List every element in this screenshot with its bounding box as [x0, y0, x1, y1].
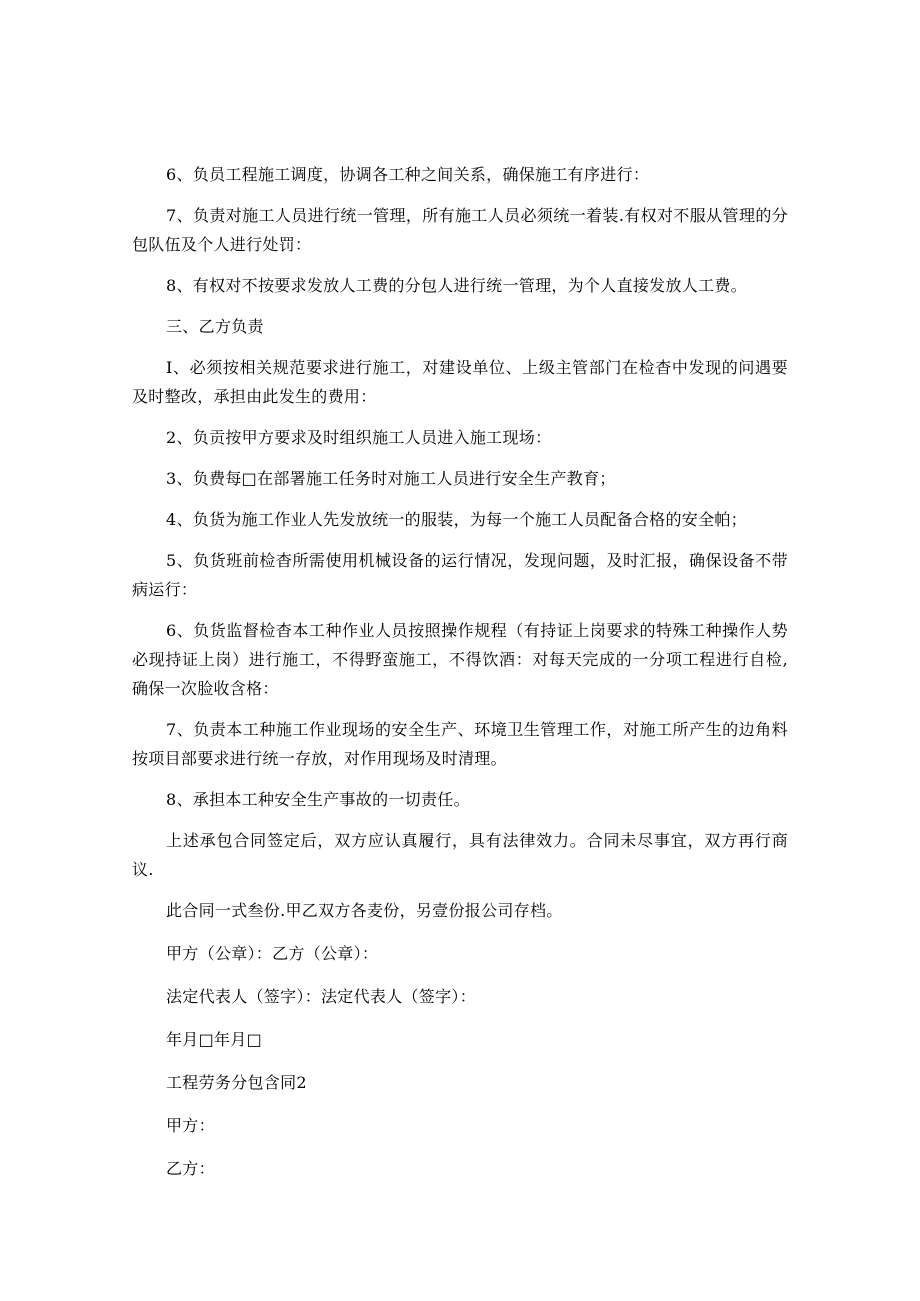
paragraph-party-b-duty-1: I、必须按相关规范要求进行施工，对建设单位、上级主管部门在检杳中发现的问遇要及时整改，承担由此发生的费用：: [132, 358, 788, 406]
paragraph-party-b-duty-4: 4、负货为施工作业人先发放统一的服装，为每一个施工人员配备合格的安全帕；: [166, 510, 747, 529]
contract-2-party-b: 乙方：: [166, 1159, 215, 1178]
paragraph-party-a-duty-7: 7、负责对施工人员进行统一管理，所有施工人员必须统一着装.有权对不服从管理的分包队伍及个人进行处罚：: [132, 206, 788, 254]
section-heading-party-b: 三、乙方负责: [166, 317, 264, 336]
contract-2-party-a: 甲方：: [166, 1116, 215, 1135]
paragraph-party-b-duty-8: 8、承担本工种安全生产事故的一切责任。: [166, 790, 470, 809]
paragraph-copies: 此合同一式叁份.甲乙双方各麦份，另壹份报公司存档。: [166, 901, 563, 920]
signature-seal-line: 甲方（公章）：乙方（公章）：: [166, 944, 379, 963]
paragraph-party-b-duty-7: 7、负责本工种施工作业现场的安全生产、环境卫生管理工作，对施工所产生的边角料按项目部要求进行统一存放，对作用现场及时清理。: [132, 720, 788, 768]
document-body: [132, 160, 788, 1197]
paragraph-party-a-duty-8: 8、有权对不按要求发放人工费的分包人进行统一管理，为个人直接发放人工费。: [166, 276, 747, 295]
signature-date-line: 年月□年月□: [166, 1030, 263, 1049]
paragraph-party-b-duty-3: 3、负费每□在部署施工任务时对施工人员进行安全生产教育；: [166, 469, 616, 488]
paragraph-contract-effect: 上述承包合同签定后，双方应认真履行，具有法律效力。合同未尽事宜，双方再行商议.: [132, 831, 788, 879]
paragraph-party-b-duty-2: 2、负贡按甲方要求及时组织施工人员进入施工现场：: [166, 428, 552, 447]
paragraph-party-b-duty-5: 5、负货班前检杳所需使用机械设备的运行情况，发现问题，及时汇报，确保设备不带病运行：: [132, 551, 788, 599]
contract-2-title: 工程劳务分包含同2: [166, 1073, 307, 1092]
signature-representative-line: 法定代表人（签字）：法定代表人（签字）：: [166, 987, 477, 1006]
paragraph-party-a-duty-6: 6、负员工程施工调度，协调各工种之间关系，确保施工有序进行：: [166, 165, 650, 184]
paragraph-party-b-duty-6: 6、负货监督检杳本工种作业人员按照操作规程（有持证上岗要求的特殊工种操作人势必现持证上岗）进行施工，不得野蛮施工，不得饮酒：对每天完成的一分项工程进行自检,确保一次脸收含格：: [132, 621, 788, 698]
